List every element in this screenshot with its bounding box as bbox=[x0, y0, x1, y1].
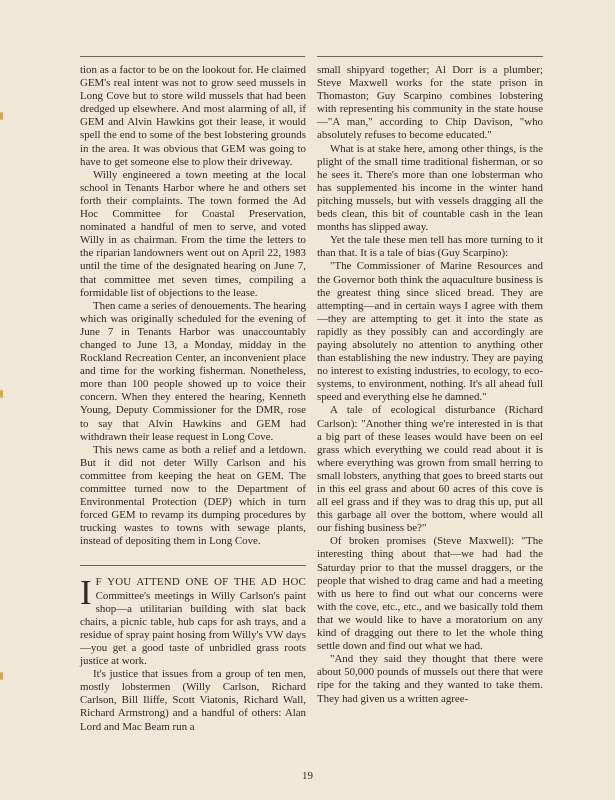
paragraph: What is at stake here, among other things, is the plight of the small time traditional fisherman, or so he sees it. There's more than one lobsterman who has supplemented his income in the winter hand pitching mussels, but with vessels dragging all the beds clean, this bit of countable cash in the lean months has slipped away. bbox=[317, 142, 543, 234]
lead-in-caps: F YOU ATTEND ONE OF THE AD HOC bbox=[95, 576, 306, 589]
paragraph: It's justice that issues from a group of ten men, mostly lobstermen (Willy Carlson, Richard Carlson, Bill Iliffe, Scott Viatonis, Richard Wall, Richard Armstrong) and a handful of others: Alan Lord and Mac Beam run a bbox=[80, 668, 306, 733]
top-rule-left bbox=[80, 56, 305, 57]
drop-cap: I bbox=[80, 573, 92, 613]
section-opening-paragraph bbox=[80, 573, 306, 668]
paragraph: Yet the tale these men tell has more turning to it than that. It is a tale of bias (Guy Scarpino): bbox=[317, 234, 543, 260]
paragraph: A tale of ecological disturbance (Richard Carlson): "Another thing we're interested in is that a big part of these leases would have been on eel grass which everything we could read about it is where everything was grown from small herring to small lobsters, anything that goes to breed starts out in this eel grass and about 60 acres of this cove is all eel grass and if they was to drag this up, put all this garbage all over the bottom, where would all our fishing business be?" bbox=[317, 404, 543, 535]
top-rule-right bbox=[317, 56, 543, 57]
quote-paragraph: "And they said they thought that there were about 50,000 pounds of mussels out there that were ripe for the taking and they wanted to take them. They had given us a written agree- bbox=[317, 653, 543, 705]
paragraph: This news came as both a relief and a letdown. But it did not deter Willy Carlson and his committee from keeping the heat on GEM. The committee turned now to the Department of Environmental Protection (DEP) which in turn forced GEM to revamp its dumping procedures by trucking wastes to towns with sewage plants, instead of depositing them in Long Cove. bbox=[80, 443, 306, 548]
paragraph: tion as a factor to be on the lookout for. He claimed GEM's real intent was not to grow seed mussels in Long Cove but to store wild mussels that had been dredged up elsewhere. And most alarming of all, if GEM and Alvin Hawkins got their lease, it would spell the end to some of the best lobstering grounds in the area. It was obvious that GEM was going to have to get someone else to plow their driveway. bbox=[80, 64, 306, 168]
binder-mark bbox=[0, 390, 3, 398]
quote-paragraph: "The Commissioner of Marine Resources and the Governor both think the aquaculture business is the greatest thing since sliced bread. They are attempting—and in certain ways I agree with them—they are attempting to get it into the state as rapidly as they possibly can and accordingly are paying absolutely no attention to anything other than establishing the new industry. They are paying no interest to existing industries, to ecology, to eco-systems, to environment, nothing. It's all ahead full speed and everything else he damned." bbox=[317, 260, 543, 404]
section-spacer bbox=[80, 548, 306, 561]
binder-mark bbox=[0, 672, 3, 680]
left-column bbox=[80, 64, 306, 734]
paragraph: small shipyard together; Al Dorr is a plumber; Steve Maxwell works for the state prison in Thomaston; Guy Scarpino combines lobstering with representing his community in the state house—"A man," according to Chip Davison, "who absolutely refuses to become educated." bbox=[317, 64, 543, 142]
paragraph: Of broken promises (Steve Maxwell): "The interesting thing about that—we had had the Saturday prior to that the mussel draggers, or the people that wished to drag came and had a meeting with us here to find out what our concerns were with the cove, etc., etc., and we basically told them that we would like to have a moratorium on any kind of dragging out there to let the whole thing settle down and find out what we had. bbox=[317, 535, 543, 653]
right-column bbox=[317, 64, 543, 706]
page-number: 19 bbox=[302, 770, 313, 782]
lead-in-text: Committee's meetings in Willy Carlson's paint shop—a utilitarian building with slat back chairs, a picnic table, hub caps for ash trays, and a residue of spray paint hosing from Willy's VW days—you get a good taste of unbridled grass roots justice at work. bbox=[80, 589, 306, 668]
paragraph: Willy engineered a town meeting at the local school in Tenants Harbor where he and others set forth their complaints. The town formed the Ad Hoc Committee for Coastal Preservation, nominated a handful of men to serve, and voted Willy in as chairman. From the time the letters to the riparian landowners went out on April 22, 1983 until the time of the designated hearing on June 7, that committee met seven times, compiling a formidable list of objections to the lease. bbox=[80, 168, 306, 299]
paragraph: Then came a series of denouements. The hearing which was originally scheduled for the evening of June 7 in Tenants Harbor was unaccountably changed to June 13, a Monday, midday in the Rockland Recreation Center, an inconvenient place and time for the working fisherman. Nonetheless, more than 100 people showed up to voice their concern. When they entered the hearing, Kenneth Young, Deputy Commissioner for the DMR, rose to say that Alvin Hawkins and GEM had withdrawn their lease request in Long Cove. bbox=[80, 299, 306, 443]
section-rule bbox=[80, 565, 306, 566]
binder-mark bbox=[0, 112, 3, 120]
